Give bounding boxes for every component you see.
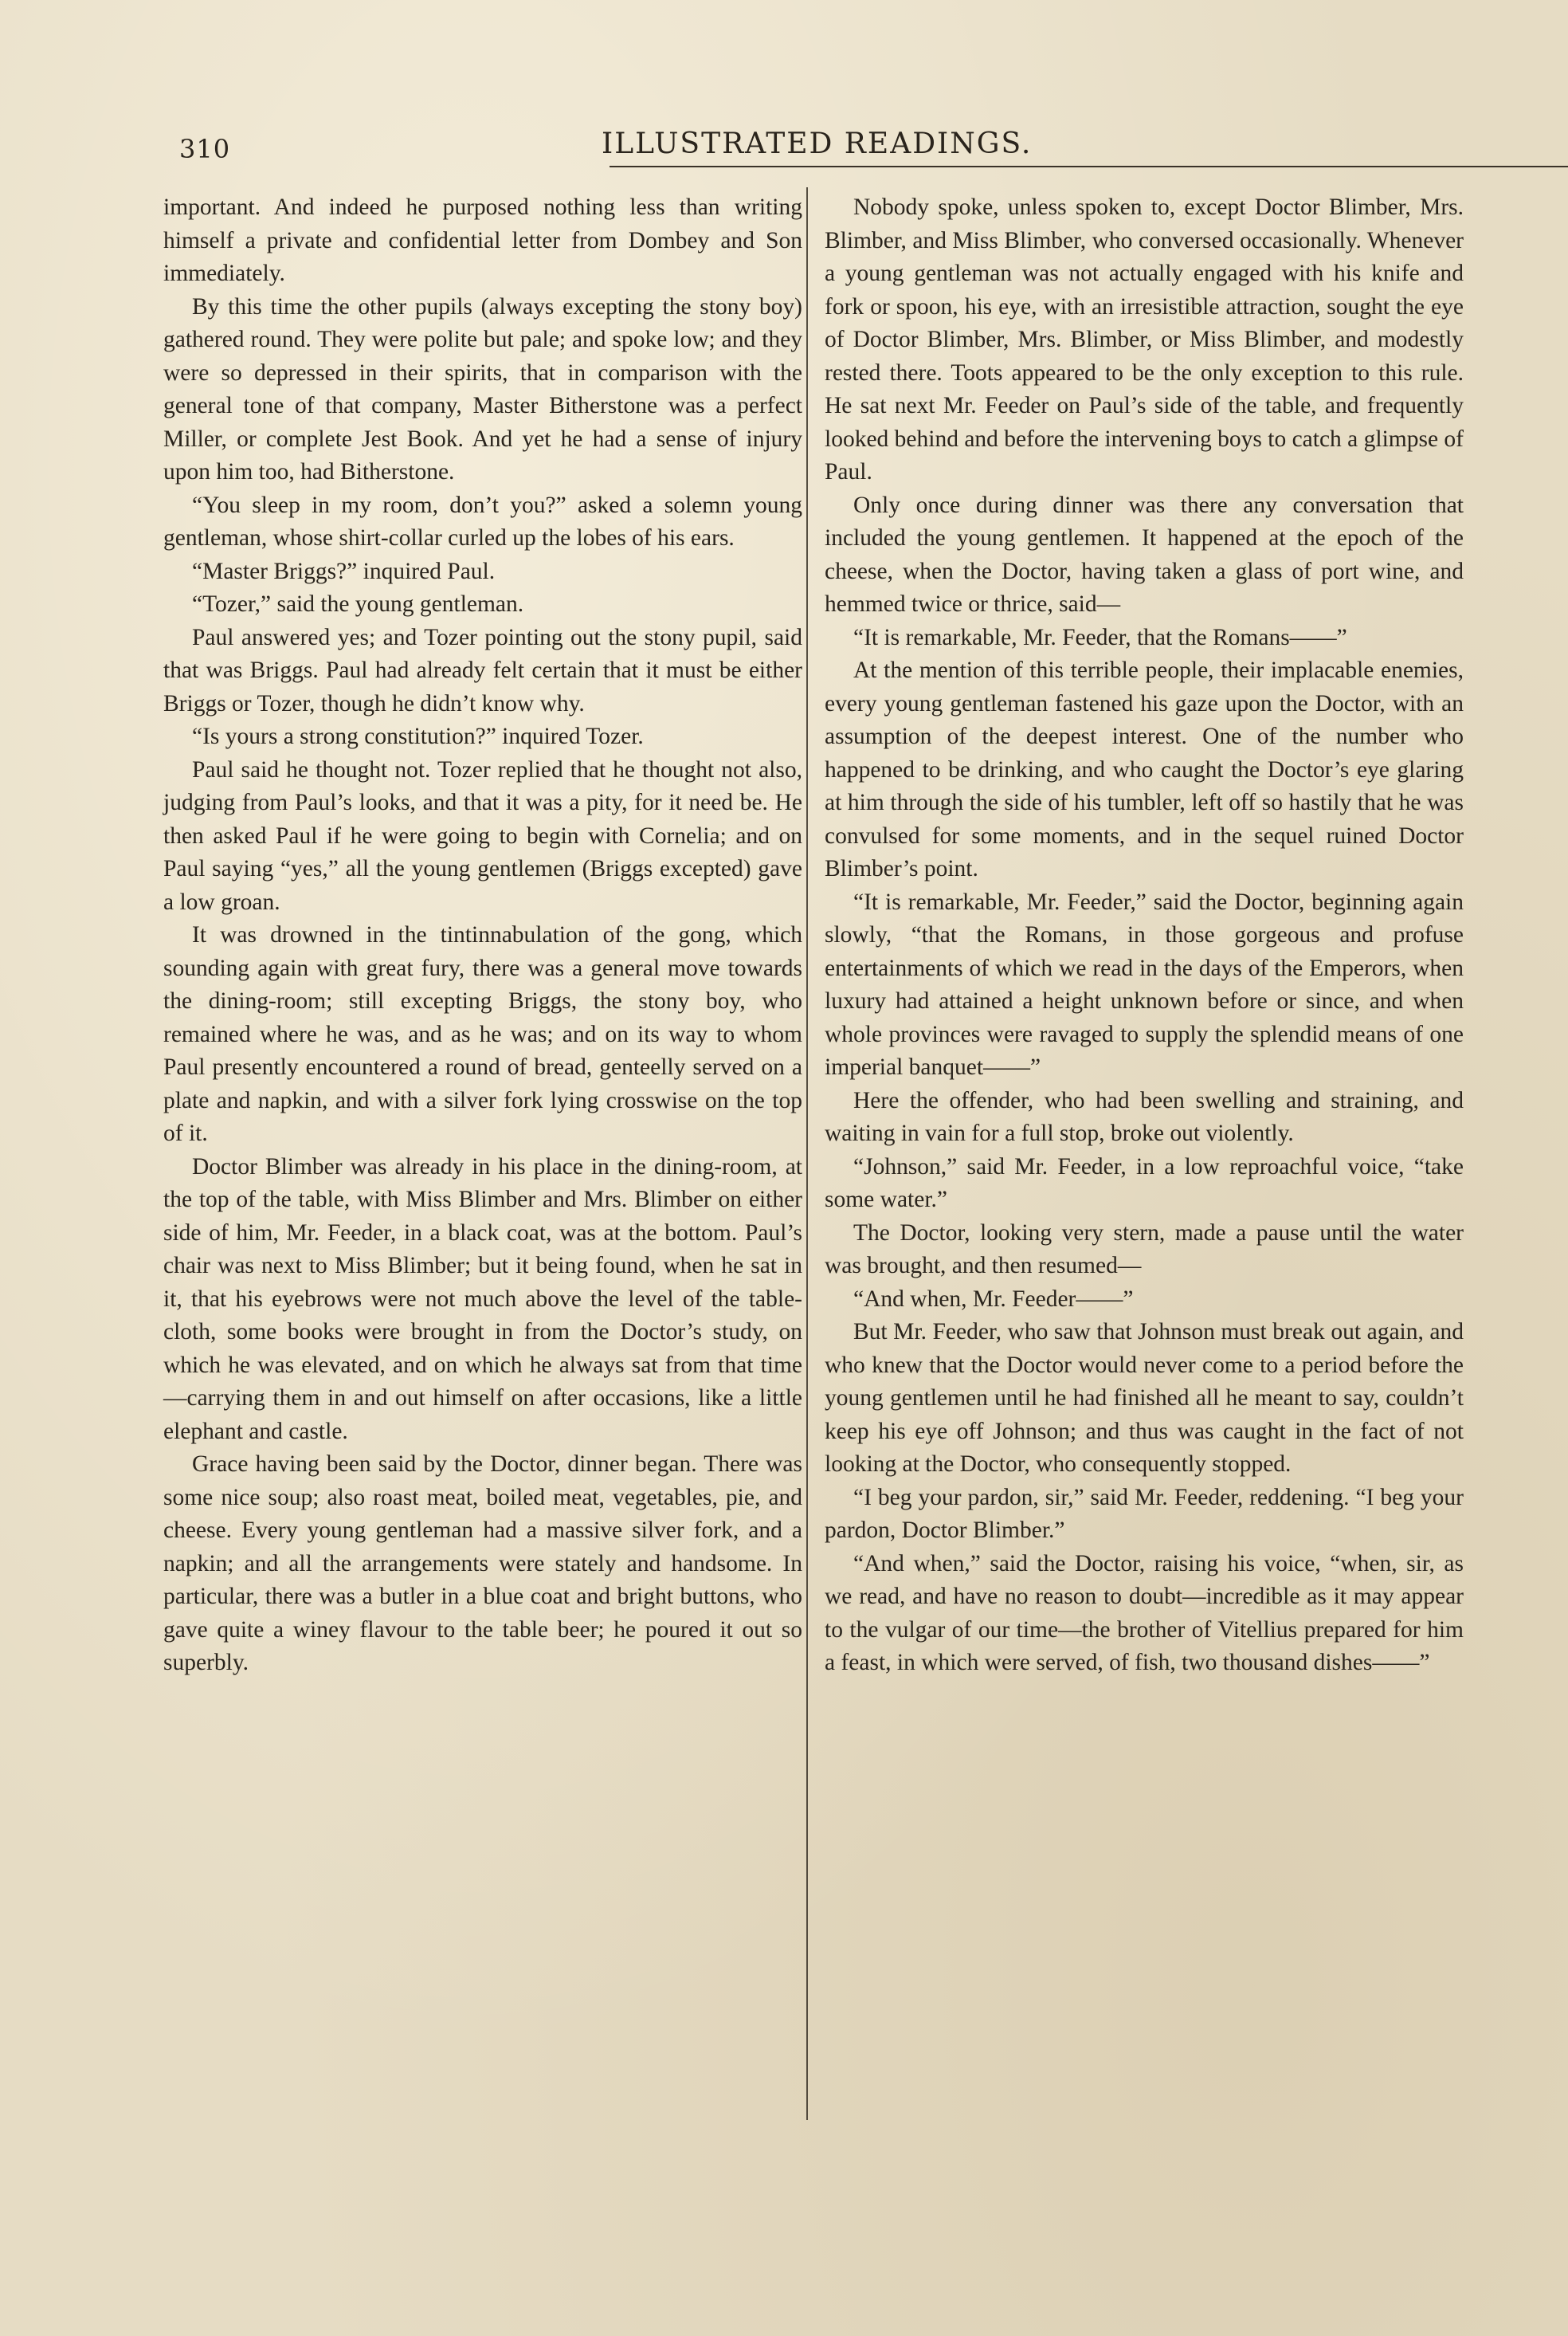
paragraph: “And when,” said the Doctor, raising his voice, “when, sir, as we read, and have no reason to doubt—incredible as it may appear to the vulgar of our time—the brother of Vitellius prepared for him a feast, in which were served, of fish, two thousand dishes——”	[825, 1550, 1464, 1675]
column-divider	[806, 187, 808, 2120]
left-column	[163, 191, 802, 1680]
paragraph: “Master Briggs?” inquired Paul.	[192, 558, 496, 584]
paragraph: “Tozer,” said the young gentleman.	[192, 591, 524, 617]
paragraph: “It is remarkable, Mr. Feeder,” said the Doctor, beginning again slowly, “that the Romans, in those gorgeous and profuse entertainments of which we read in the days of the Emperors, when luxury had attained a height unknown before or since, and when whole provinces were ravaged to supply the splendid means of one imperial banquet——”	[825, 889, 1464, 1080]
paragraph: “It is remarkable, Mr. Feeder, that the Romans——”	[853, 624, 1347, 650]
header-rule	[610, 166, 1568, 167]
paragraph: At the mention of this terrible people, their implacable enemies, every young gentleman fastened his gaze upon the Doctor, with an assumption of the deepest interest. One of the number who happened to be drinking, and who caught the Doctor’s eye glaring at him through the side of his tumbler, left off so hastily that he was convulsed for some moments, and in the sequel ruined Doctor Blimber’s point.	[825, 658, 1464, 881]
paragraph: By this time the other pupils (always excepting the stony boy) gathered round. They were polite but pale; and spoke low; and they were so depressed in their spirits, that in comparison with the general tone of that company, Master Bitherstone was a perfect Miller, or complete Jest Book. And yet he had a sense of injury upon him too, had Bitherstone.	[163, 293, 802, 485]
paragraph: The Doctor, looking very stern, made a pause until the water was brought, and then resumed—	[825, 1219, 1464, 1278]
paragraph: It was drowned in the tintinnabulation of the gong, which sounding again with great fury, there was a general move towards the dining-room; still excepting Briggs, the stony boy, who remained where he was, and as he was; and on its way to whom Paul presently encountered a round of bread, genteelly served on a plate and napkin, and with a silver fork lying crosswise on the top of it.	[163, 922, 802, 1146]
page-header	[163, 128, 1454, 167]
paragraph: Grace having been said by the Doctor, dinner began. There was some nice soup; also roast meat, boiled meat, vegetables, pie, and cheese. Every young gentleman had a massive silver fork, and a napkin; and all the arrangements were stately and handsome. In particular, there was a butler in a blue coat and bright buttons, who gave quite a winey flavour to the table beer; he poured it out so superbly.	[163, 1451, 802, 1675]
paragraph: Paul answered yes; and Tozer pointing out the stony pupil, said that was Briggs. Paul had already felt certain that it must be either Briggs or Tozer, though he didn’t know why.	[163, 624, 802, 717]
paragraph: Here the offender, who had been swelling and straining, and waiting in vain for a full stop, broke out violently.	[825, 1087, 1464, 1146]
paragraph: Paul said he thought not. Tozer replied that he thought not also, judging from Paul’s looks, and that it was a pity, for it need be. He then asked Paul if he were going to begin with Cornelia; and on Paul saying “yes,” all the young gentlemen (Briggs excepted) gave a low groan.	[163, 756, 802, 915]
page-number: 310	[179, 134, 231, 164]
paragraph: “Is yours a strong constitution?” inquired Tozer.	[192, 724, 644, 749]
paragraph: “I beg your pardon, sir,” said Mr. Feeder, reddening. “I beg your pardon, Doctor Blimber.”	[825, 1484, 1464, 1543]
paragraph: Nobody spoke, unless spoken to, except Doctor Blimber, Mrs. Blimber, and Miss Blimber, who conversed occasionally. Whenever a young gentleman was not actually engaged with his knife and fork or spoon, his eye, with an irresistible attraction, sought the eye of Doctor Blimber, Mrs. Blimber, or Miss Blimber, and modestly rested there. Toots appeared to be the only exception to this rule. He sat next Mr. Feeder on Paul’s side of the table, and frequently looked behind and before the intervening boys to catch a glimpse of Paul.	[825, 194, 1464, 485]
paragraph: “Johnson,” said Mr. Feeder, in a low reproachful voice, “take some water.”	[825, 1153, 1464, 1212]
paragraph: But Mr. Feeder, who saw that Johnson must break out again, and who knew that the Doctor would never come to a period before the young gentlemen until he had finished all he meant to say, couldn’t keep his eye off Johnson; and thus was caught in the fact of not looking at the Doctor, who consequently stopped.	[825, 1319, 1464, 1477]
paragraph: Doctor Blimber was already in his place in the dining-room, at the top of the table, with Miss Blimber and Mrs. Blimber on either side of him, Mr. Feeder, in a black coat, was at the bottom. Paul’s chair was next to Miss Blimber; but it being found, when he sat in it, that his eyebrows were not much above the level of the table-cloth, some books were brought in from the Doctor’s study, on which he was elevated, and on which he always sat from that time—carrying them in and out himself on after occasions, like a little elephant and castle.	[163, 1153, 802, 1444]
running-head: ILLUSTRATED READINGS.	[602, 128, 1033, 160]
paragraph: “You sleep in my room, don’t you?” asked a solemn young gentleman, whose shirt-collar curled up the lobes of his ears.	[163, 492, 802, 551]
paragraph: “And when, Mr. Feeder——”	[853, 1286, 1134, 1312]
paragraph: Only once during dinner was there any conversation that included the young gentlemen. It happened at the epoch of the cheese, when the Doctor, having taken a glass of port wine, and hemmed twice or thrice, said—	[825, 492, 1464, 617]
paragraph: important. And indeed he purposed nothing less than writing himself a private and confidential letter from Dombey and Son immediately.	[163, 194, 802, 286]
right-column	[825, 191, 1464, 1680]
